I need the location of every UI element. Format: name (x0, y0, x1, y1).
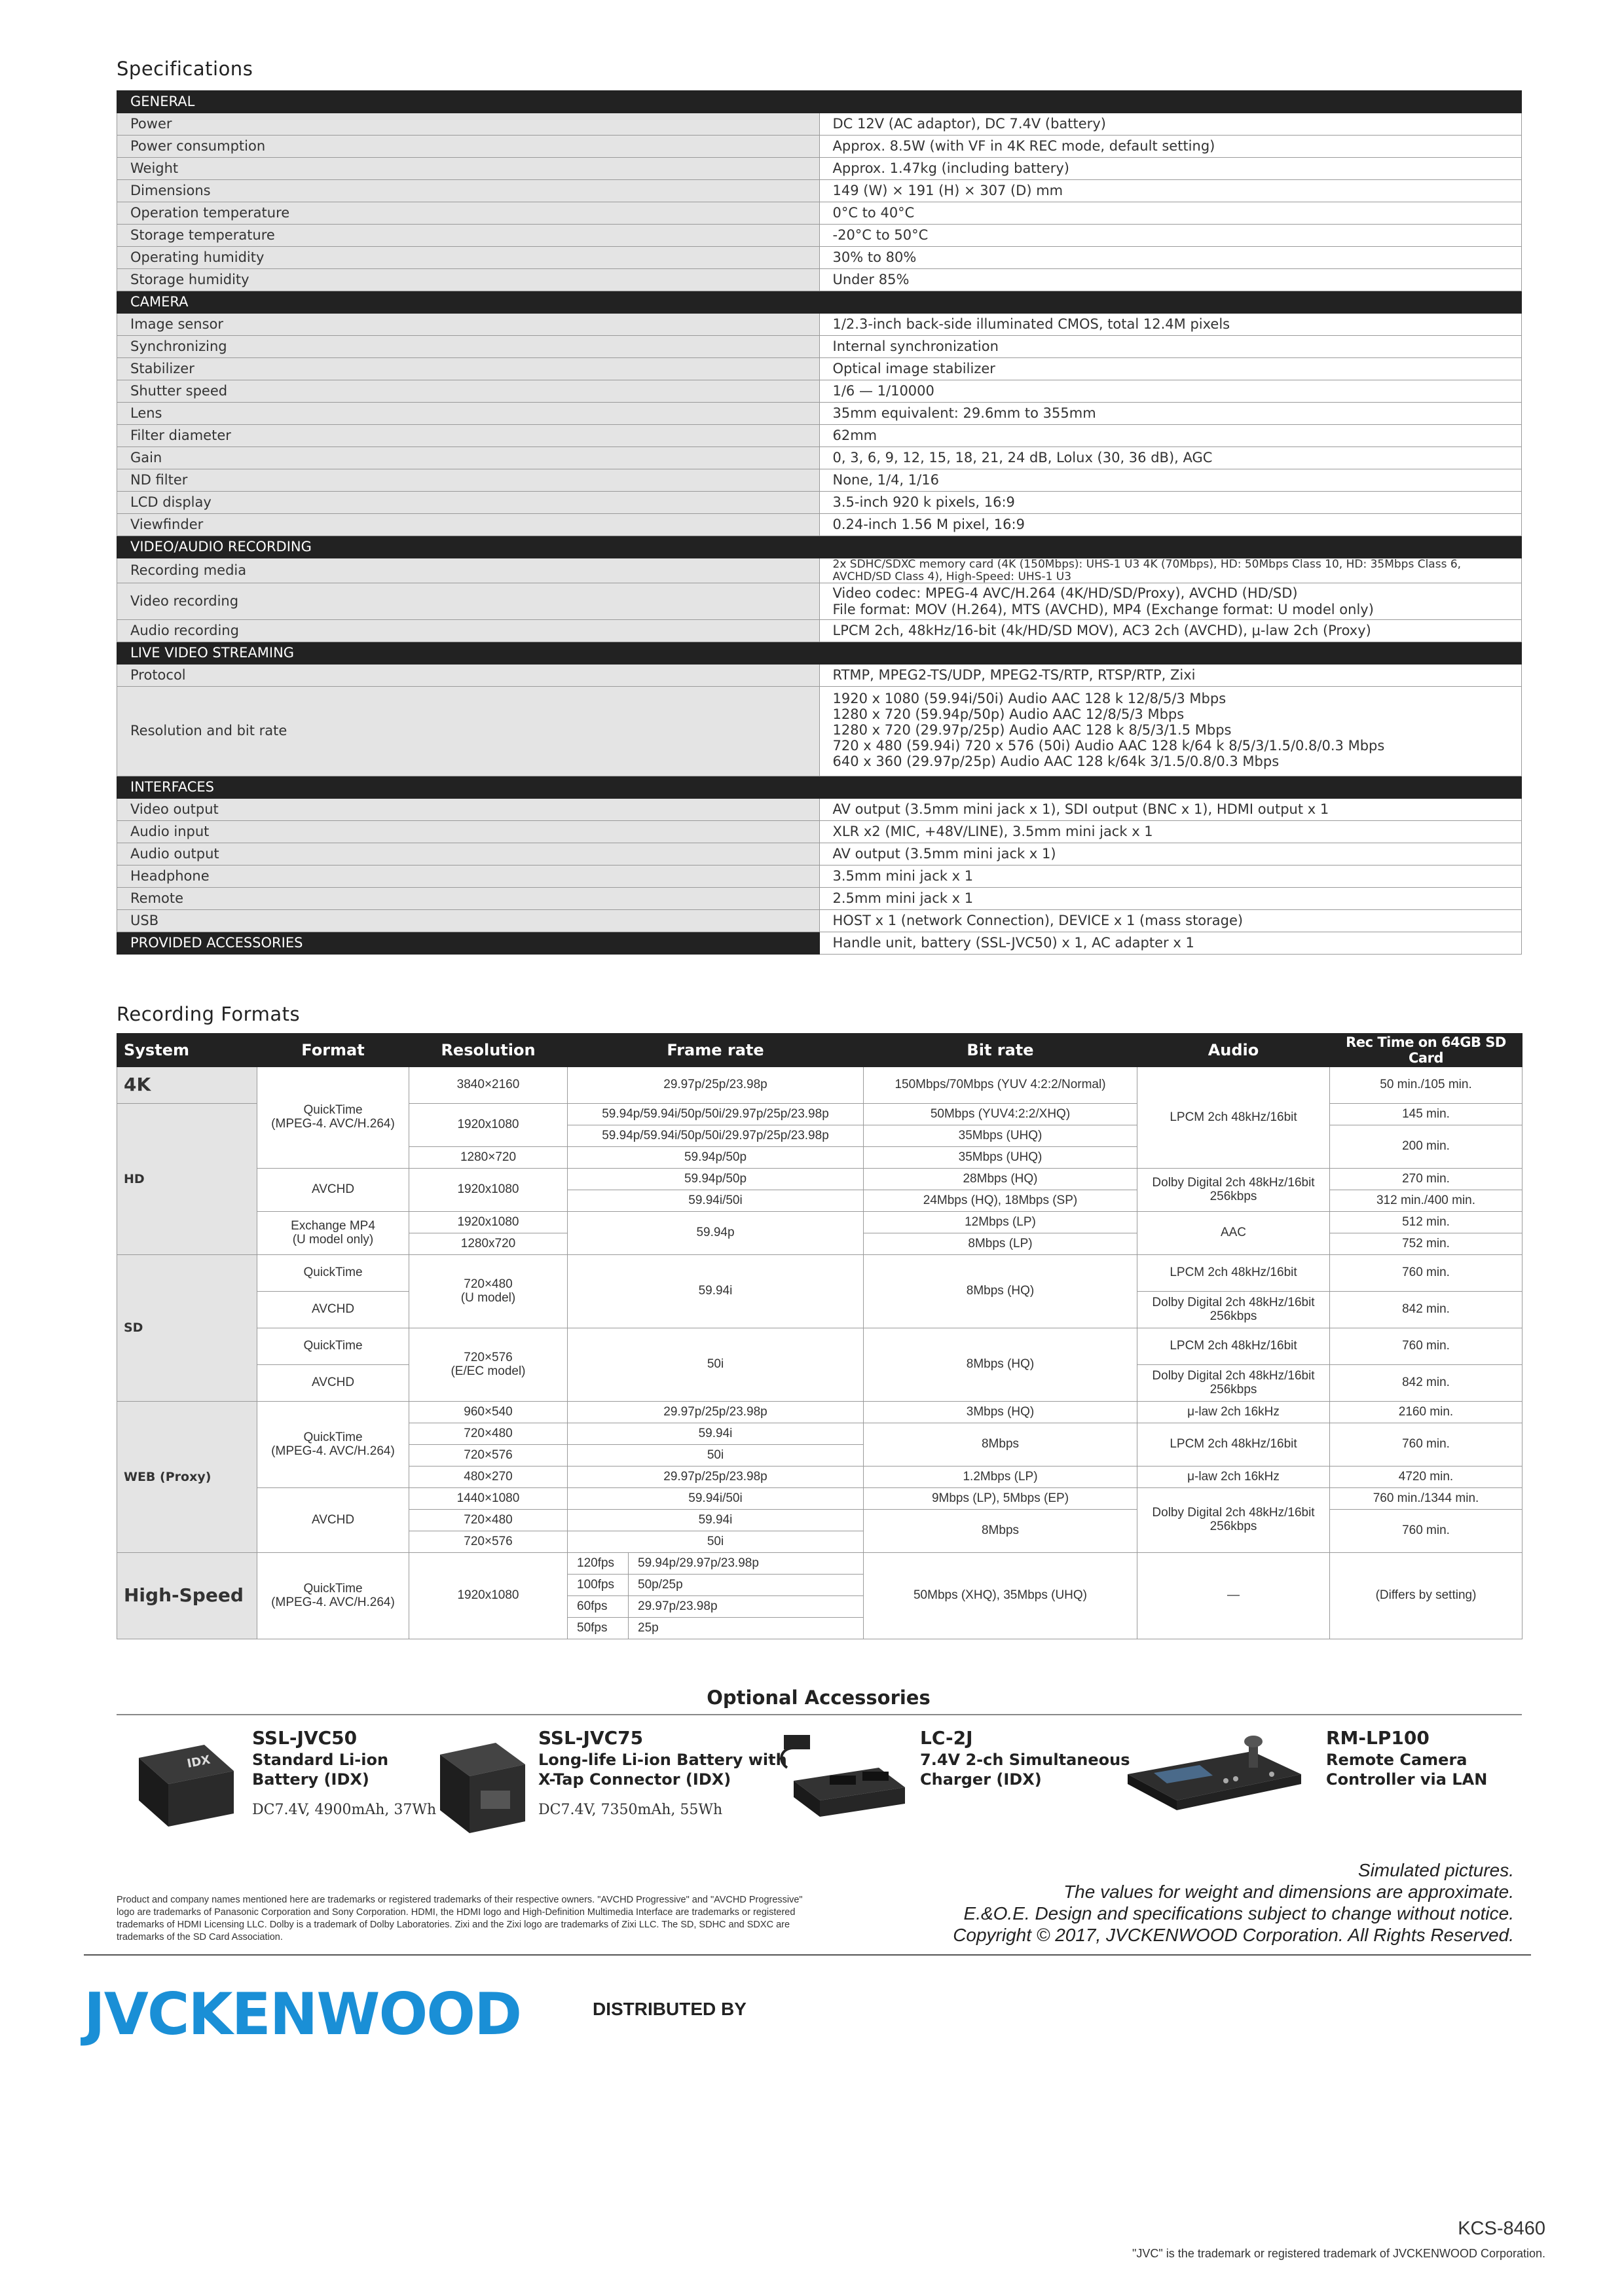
section-title: LIVE VIDEO STREAMING (117, 642, 1522, 664)
frame-rate-cell: 59.94i/50i (568, 1190, 864, 1212)
bit-rate-cell: 12Mbps (LP) (864, 1212, 1137, 1233)
optional-accessories-title: Optional Accessories (707, 1686, 931, 1709)
bit-rate-cell: 8Mbps (864, 1510, 1137, 1553)
spec-value-line: 1920 x 1080 (59.94i/50i) Audio AAC 128 k 12/8/5/3 Mbps (832, 690, 1227, 706)
resolution-cell: 720×480 (U model) (409, 1255, 568, 1328)
fps-cell: 50fps (568, 1618, 629, 1639)
distributed-by-label: DISTRIBUTED BY (593, 1999, 747, 2019)
rec-time-cell: 4720 min. (1330, 1467, 1522, 1488)
spec-value-line: 2x SDHC/SDXC memory card (4K (150Mbps): UHS-1 U3 4K (70Mbps), HD: 50Mbps Class 10, HD: 35Mbps Class 6, AVCHD/SD Class 4), High-Speed: UHS-1 U3 (832, 558, 1462, 583)
spec-label: Synchronizing (117, 336, 820, 358)
format-cell: QuickTime (MPEG-4. AVC/H.264) (257, 1553, 409, 1639)
divider (84, 1954, 1531, 1956)
frame-rate-cell: 59.94i (568, 1423, 864, 1445)
resolution-cell: 1920x1080 (409, 1212, 568, 1233)
spec-row (117, 469, 1522, 492)
spec-label: Video recording (117, 583, 820, 619)
spec-row (117, 225, 1522, 247)
bit-rate-cell: 35Mbps (UHQ) (864, 1125, 1137, 1147)
remote-controller-icon (1121, 1728, 1304, 1813)
bit-rate-cell: 8Mbps (HQ) (864, 1255, 1137, 1328)
spec-value-line: 0.24-inch 1.56 M pixel, 16:9 (832, 516, 1025, 532)
header-system: System (117, 1034, 257, 1067)
header-frame-rate: Frame rate (568, 1034, 864, 1067)
spec-label: Audio input (117, 821, 820, 843)
system-cell: WEB (Proxy) (117, 1402, 257, 1553)
frame-rate-cell: 29.97p/25p/23.98p (568, 1402, 864, 1423)
frame-rate-cell: 59.94p/29.97p/23.98p (629, 1553, 864, 1575)
spec-value-line: HOST x 1 (network Connection), DEVICE x 1 (mass storage) (832, 913, 1244, 929)
jvckenwood-logo: JVCKENWOOD (84, 1980, 521, 2048)
spec-row (117, 314, 1522, 336)
spec-value (819, 664, 1522, 686)
specifications-table (117, 90, 1522, 955)
spec-value (819, 469, 1522, 492)
system-cell: SD (117, 1255, 257, 1402)
spec-label: Power (117, 113, 820, 136)
audio-cell: Dolby Digital 2ch 48kHz/16bit 256kbps (1137, 1365, 1330, 1402)
spec-value-line: 149 (W) × 191 (H) × 307 (D) mm (832, 182, 1063, 198)
spec-value (819, 403, 1522, 425)
spec-row (117, 269, 1522, 291)
section-header-row (117, 91, 1522, 113)
specifications-title: Specifications (117, 58, 253, 80)
resolution-cell: 720×576 (E/EC model) (409, 1328, 568, 1402)
spec-label: Stabilizer (117, 358, 820, 380)
spec-value: Handle unit, battery (SSL-JVC50) x 1, AC adapter x 1 (819, 932, 1522, 955)
spec-row (117, 358, 1522, 380)
resolution-cell: 1920x1080 (409, 1169, 568, 1212)
spec-value (819, 821, 1522, 843)
rec-time-cell: 760 min. (1330, 1423, 1522, 1467)
large-battery-icon (434, 1728, 532, 1840)
spec-label: Resolution and bit rate (117, 686, 820, 776)
spec-label: Operating humidity (117, 247, 820, 269)
frame-rate-cell: 29.97p/25p/23.98p (568, 1467, 864, 1488)
spec-value-line: 1/6 — 1/10000 (832, 382, 934, 399)
spec-value-line: Under 85% (832, 271, 910, 287)
spec-value-line: XLR x2 (MIC, +48V/LINE), 3.5mm mini jack x 1 (832, 824, 1153, 840)
spec-value (819, 336, 1522, 358)
section-title: PROVIDED ACCESSORIES (117, 932, 820, 955)
spec-row (117, 910, 1522, 932)
spec-row (117, 686, 1522, 776)
audio-cell: Dolby Digital 2ch 48kHz/16bit 256kbps (1137, 1292, 1330, 1328)
disclaimer (786, 1859, 1514, 1946)
spec-value-line: 0, 3, 6, 9, 12, 15, 18, 21, 24 dB, Lolux (30, 36 dB), AGC (832, 449, 1213, 465)
spec-row (117, 158, 1522, 180)
spec-label: Audio output (117, 843, 820, 866)
frame-rate-cell: 29.97p/25p/23.98p (568, 1067, 864, 1104)
ssl-jvc50-image (126, 1722, 244, 1840)
format-cell: QuickTime (MPEG-4. AVC/H.264) (257, 1067, 409, 1169)
spec-label: Viewfinder (117, 514, 820, 536)
spec-row (117, 664, 1522, 686)
spec-label: Gain (117, 447, 820, 469)
trademark-note: "JVC" is the trademark or registered trademark of JVCKENWOOD Corporation. (1132, 2247, 1545, 2260)
bit-rate-cell: 35Mbps (UHQ) (864, 1147, 1137, 1169)
bit-rate-cell: 28Mbps (HQ) (864, 1169, 1137, 1190)
rec-time-cell: 842 min. (1330, 1292, 1522, 1328)
spec-value-line: 2.5mm mini jack x 1 (832, 890, 974, 907)
spec-value (819, 447, 1522, 469)
table-row (117, 1255, 1522, 1292)
spec-row (117, 514, 1522, 536)
resolution-cell: 1920x1080 (409, 1104, 568, 1147)
frame-rate-cell: 59.94p/50p (568, 1169, 864, 1190)
table-row (117, 1402, 1522, 1423)
header-bit-rate: Bit rate (864, 1034, 1137, 1067)
spec-value-line: DC 12V (AC adaptor), DC 7.4V (battery) (832, 115, 1106, 132)
spec-value (819, 558, 1522, 583)
spec-label: Storage temperature (117, 225, 820, 247)
recording-formats-title: Recording Formats (117, 1003, 301, 1025)
spec-value-line: 62mm (832, 427, 877, 443)
format-cell: QuickTime (MPEG-4. AVC/H.264) (257, 1402, 409, 1488)
spec-value-line: LPCM 2ch, 48kHz/16-bit (4k/HD/SD MOV), AC3 2ch (AVCHD), μ-law 2ch (Proxy) (832, 622, 1371, 638)
spec-row (117, 866, 1522, 888)
system-cell: 4K (117, 1067, 257, 1104)
spec-value (819, 380, 1522, 403)
spec-value (819, 202, 1522, 225)
audio-cell: μ-law 2ch 16kHz (1137, 1402, 1330, 1423)
spec-label: LCD display (117, 492, 820, 514)
spec-row (117, 403, 1522, 425)
bit-rate-cell: 50Mbps (XHQ), 35Mbps (UHQ) (864, 1553, 1137, 1639)
spec-value (819, 888, 1522, 910)
spec-value (819, 583, 1522, 619)
fps-cell: 60fps (568, 1596, 629, 1618)
accessory-desc-2: Controller via LAN (1326, 1770, 1488, 1789)
format-cell: AVCHD (257, 1169, 409, 1212)
spec-label: Recording media (117, 558, 820, 583)
spec-label: ND filter (117, 469, 820, 492)
disclaimer-line: Simulated pictures. (1357, 1860, 1514, 1880)
resolution-cell: 1440×1080 (409, 1488, 568, 1510)
bit-rate-cell: 1.2Mbps (LP) (864, 1467, 1137, 1488)
audio-cell: LPCM 2ch 48kHz/16bit (1137, 1328, 1330, 1365)
spec-value (819, 247, 1522, 269)
lc-2j-image (767, 1722, 912, 1827)
divider (117, 1714, 1522, 1715)
system-cell: High-Speed (117, 1553, 257, 1639)
table-row (117, 1212, 1522, 1233)
spec-value (819, 686, 1522, 776)
spec-value (819, 136, 1522, 158)
frame-rate-cell: 50i (568, 1445, 864, 1467)
spec-value-line: AV output (3.5mm mini jack x 1) (832, 846, 1056, 862)
spec-row (117, 888, 1522, 910)
bit-rate-cell: 3Mbps (HQ) (864, 1402, 1137, 1423)
disclaimer-line: Copyright © 2017, JVCKENWOOD Corporation. All Rights Reserved. (953, 1925, 1514, 1945)
accessory-spec: DC7.4V, 4900mAh, 37Wh (252, 1802, 437, 1818)
format-cell: AVCHD (257, 1292, 409, 1328)
accessory-desc-1: Standard Li-ion (252, 1751, 389, 1769)
ssl-jvc75-image (434, 1728, 532, 1840)
frame-rate-cell: 59.94i (568, 1255, 864, 1328)
spec-row (117, 136, 1522, 158)
spec-value (819, 843, 1522, 866)
audio-cell: AAC (1137, 1212, 1330, 1255)
spec-label: Protocol (117, 664, 820, 686)
spec-value (819, 910, 1522, 932)
bit-rate-cell: 8Mbps (LP) (864, 1233, 1137, 1255)
spec-label: Shutter speed (117, 380, 820, 403)
rec-time-cell: 842 min. (1330, 1365, 1522, 1402)
spec-value-line: None, 1/4, 1/16 (832, 471, 939, 488)
resolution-cell: 1280x720 (409, 1233, 568, 1255)
spec-label: Image sensor (117, 314, 820, 336)
spec-value-line: AV output (3.5mm mini jack x 1), SDI output (BNC x 1), HDMI output x 1 (832, 801, 1329, 818)
bit-rate-cell: 8Mbps (864, 1423, 1137, 1467)
frame-rate-cell: 50i (568, 1328, 864, 1402)
rec-time-cell: 760 min./1344 min. (1330, 1488, 1522, 1510)
rec-time-cell: 760 min. (1330, 1328, 1522, 1365)
rec-time-cell: 752 min. (1330, 1233, 1522, 1255)
table-row (117, 1488, 1522, 1510)
spec-label: Operation temperature (117, 202, 820, 225)
spec-value-line: RTMP, MPEG2-TS/UDP, MPEG2-TS/RTP, RTSP/RTP, Zixi (832, 666, 1196, 683)
provided-accessories-row (117, 932, 1522, 955)
frame-rate-cell: 25p (629, 1618, 864, 1639)
spec-label: Storage humidity (117, 269, 820, 291)
section-header-row (117, 642, 1522, 664)
resolution-cell: 3840×2160 (409, 1067, 568, 1104)
disclaimer-line: E.&O.E. Design and specifications subject to change without notice. (963, 1903, 1514, 1923)
accessory-name: SSL-JVC50 (252, 1727, 358, 1749)
spec-value (819, 113, 1522, 136)
spec-value-line: 3.5mm mini jack x 1 (832, 868, 974, 884)
spec-row (117, 247, 1522, 269)
fps-cell: 120fps (568, 1553, 629, 1575)
section-title: VIDEO/AUDIO RECORDING (117, 536, 1522, 558)
spec-value (819, 158, 1522, 180)
accessory-desc-2: Battery (IDX) (252, 1770, 369, 1789)
spec-value-line: Video codec: MPEG-4 AVC/H.264 (4K/HD/SD/Proxy), AVCHD (HD/SD) (832, 585, 1298, 602)
spec-value-line: 1280 x 720 (59.94p/50p) Audio AAC 12/8/5/3 Mbps (832, 706, 1185, 722)
spec-value-line: 640 x 360 (29.97p/25p) Audio AAC 128 k/64k 3/1.5/0.8/0.3 Mbps (832, 754, 1280, 770)
header-format: Format (257, 1034, 409, 1067)
accessory-desc-1: Remote Camera (1326, 1751, 1467, 1769)
frame-rate-cell: 59.94i/50i (568, 1488, 864, 1510)
format-cell: QuickTime (257, 1328, 409, 1365)
rec-time-cell: 270 min. (1330, 1169, 1522, 1190)
frame-rate-cell: 29.97p/23.98p (629, 1596, 864, 1618)
header-resolution: Resolution (409, 1034, 568, 1067)
resolution-cell: 720×480 (409, 1423, 568, 1445)
spec-value (819, 619, 1522, 642)
resolution-cell: 720×480 (409, 1510, 568, 1531)
battery-label: IDX (185, 1753, 212, 1771)
resolution-cell: 720×576 (409, 1531, 568, 1553)
header-rec-time: Rec Time on 64GB SD Card (1330, 1034, 1522, 1067)
bit-rate-cell: 24Mbps (HQ), 18Mbps (SP) (864, 1190, 1137, 1212)
spec-label: Audio recording (117, 619, 820, 642)
frame-rate-cell: 59.94p/59.94i/50p/50i/29.97p/25p/23.98p (568, 1125, 864, 1147)
rec-time-cell: 512 min. (1330, 1212, 1522, 1233)
section-header-row (117, 776, 1522, 799)
spec-value (819, 180, 1522, 202)
spec-row (117, 380, 1522, 403)
accessory-desc-2: X-Tap Connector (IDX) (538, 1770, 731, 1789)
frame-rate-cell: 59.94p/59.94i/50p/50i/29.97p/25p/23.98p (568, 1104, 864, 1125)
audio-cell: LPCM 2ch 48kHz/16bit (1137, 1423, 1330, 1467)
resolution-cell: 1920x1080 (409, 1553, 568, 1639)
accessory-name: SSL-JVC75 (538, 1727, 644, 1749)
rec-time-cell: 760 min. (1330, 1255, 1522, 1292)
audio-cell: Dolby Digital 2ch 48kHz/16bit 256kbps (1137, 1488, 1330, 1553)
audio-cell: Dolby Digital 2ch 48kHz/16bit 256kbps (1137, 1169, 1330, 1212)
rec-time-cell: (Differs by setting) (1330, 1553, 1522, 1639)
format-cell: AVCHD (257, 1365, 409, 1402)
frame-rate-cell: 59.94i (568, 1510, 864, 1531)
section-title: CAMERA (117, 291, 1522, 314)
charger-icon (767, 1722, 912, 1827)
rec-time-cell: 2160 min. (1330, 1402, 1522, 1423)
bit-rate-cell: 150Mbps/70Mbps (YUV 4:2:2/Normal) (864, 1067, 1137, 1104)
spec-value-line: -20°C to 50°C (832, 227, 929, 243)
spec-value (819, 269, 1522, 291)
spec-row (117, 180, 1522, 202)
accessory-desc-1: 7.4V 2-ch Simultaneous (920, 1751, 1130, 1769)
spec-value-line: 35mm equivalent: 29.6mm to 355mm (832, 405, 1096, 421)
format-cell: AVCHD (257, 1488, 409, 1553)
spec-row (117, 821, 1522, 843)
spec-row (117, 843, 1522, 866)
audio-cell: LPCM 2ch 48kHz/16bit (1137, 1255, 1330, 1292)
spec-row (117, 799, 1522, 821)
bit-rate-cell: 8Mbps (HQ) (864, 1328, 1137, 1402)
formats-header-row (117, 1034, 1522, 1067)
spec-value (819, 866, 1522, 888)
section-title: INTERFACES (117, 776, 1522, 799)
section-header-row (117, 291, 1522, 314)
spec-row (117, 492, 1522, 514)
spec-label: Weight (117, 158, 820, 180)
format-cell: QuickTime (257, 1255, 409, 1292)
resolution-cell: 720×576 (409, 1445, 568, 1467)
spec-value-line: Internal synchronization (832, 338, 999, 354)
spec-value-line: 1280 x 720 (29.97p/25p) Audio AAC 128 k 8/5/3/1.5 Mbps (832, 721, 1232, 738)
system-cell: HD (117, 1104, 257, 1255)
format-cell: Exchange MP4 (U model only) (257, 1212, 409, 1255)
fps-cell: 100fps (568, 1575, 629, 1596)
spec-row (117, 113, 1522, 136)
rec-time-cell: 200 min. (1330, 1125, 1522, 1169)
spec-value (819, 514, 1522, 536)
spec-value-line: File format: MOV (H.264), MTS (AVCHD), MP4 (Exchange format: U model only) (832, 601, 1374, 617)
battery-icon (126, 1722, 244, 1840)
bit-rate-cell: 9Mbps (LP), 5Mbps (EP) (864, 1488, 1137, 1510)
table-row (117, 1553, 1522, 1575)
spec-label: Power consumption (117, 136, 820, 158)
spec-label: Video output (117, 799, 820, 821)
spec-value (819, 492, 1522, 514)
spec-row (117, 202, 1522, 225)
spec-value-line: 720 x 480 (59.94i) 720 x 576 (50i) Audio AAC 128 k/64 k 8/5/3/1.5/0.8/0.3 Mbps (832, 738, 1385, 754)
section-title: GENERAL (117, 91, 1522, 113)
bit-rate-cell: 50Mbps (YUV4:2:2/XHQ) (864, 1104, 1137, 1125)
audio-cell: — (1137, 1553, 1330, 1639)
spec-value-line: 1/2.3-inch back-side illuminated CMOS, total 12.4M pixels (832, 316, 1230, 332)
spec-row (117, 336, 1522, 358)
table-row (117, 1169, 1522, 1190)
spec-value-line: Approx. 1.47kg (including battery) (832, 160, 1069, 176)
rec-time-cell: 760 min. (1330, 1510, 1522, 1553)
resolution-cell: 480×270 (409, 1467, 568, 1488)
table-row (117, 1328, 1522, 1365)
frame-rate-cell: 59.94p/50p (568, 1147, 864, 1169)
resolution-cell: 960×540 (409, 1402, 568, 1423)
accessory-desc-1: Long-life Li-ion Battery with (538, 1751, 787, 1769)
section-header-row (117, 536, 1522, 558)
audio-cell: μ-law 2ch 16kHz (1137, 1467, 1330, 1488)
frame-rate-cell: 59.94p (568, 1212, 864, 1255)
accessory-spec: DC7.4V, 7350mAh, 55Wh (538, 1802, 723, 1818)
audio-cell: LPCM 2ch 48kHz/16bit (1137, 1067, 1330, 1169)
table-row (117, 1067, 1522, 1104)
spec-row (117, 583, 1522, 619)
spec-value-line: Optical image stabilizer (832, 360, 995, 376)
spec-label: Remote (117, 888, 820, 910)
spec-label: Headphone (117, 866, 820, 888)
spec-value (819, 425, 1522, 447)
accessory-desc-2: Charger (IDX) (920, 1770, 1042, 1789)
spec-value (819, 225, 1522, 247)
spec-row (117, 425, 1522, 447)
disclaimer-line: The values for weight and dimensions are approximate. (1063, 1882, 1514, 1902)
spec-label: USB (117, 910, 820, 932)
spec-row (117, 558, 1522, 583)
spec-row (117, 619, 1522, 642)
header-audio: Audio (1137, 1034, 1330, 1067)
accessory-name: RM-LP100 (1326, 1727, 1430, 1749)
resolution-cell: 1280×720 (409, 1147, 568, 1169)
rec-time-cell: 312 min./400 min. (1330, 1190, 1522, 1212)
recording-formats-table (117, 1033, 1522, 1639)
accessory-name: LC-2J (920, 1727, 973, 1749)
spec-label: Lens (117, 403, 820, 425)
rec-time-cell: 145 min. (1330, 1104, 1522, 1125)
spec-value-line: 0°C to 40°C (832, 204, 915, 221)
spec-row (117, 447, 1522, 469)
spec-label: Dimensions (117, 180, 820, 202)
spec-value (819, 358, 1522, 380)
document-code: KCS-8460 (1458, 2218, 1545, 2239)
frame-rate-cell: 50p/25p (629, 1575, 864, 1596)
spec-value-line: 3.5-inch 920 k pixels, 16:9 (832, 494, 1015, 510)
spec-value-line: 30% to 80% (832, 249, 917, 265)
spec-value (819, 314, 1522, 336)
rec-time-cell: 50 min./105 min. (1330, 1067, 1522, 1104)
rm-lp100-image (1121, 1728, 1304, 1813)
frame-rate-cell: 50i (568, 1531, 864, 1553)
spec-value-line: Approx. 8.5W (with VF in 4K REC mode, default setting) (832, 137, 1215, 154)
legal-notice: Product and company names mentioned here are trademarks or registered trademarks of their respective owners. "AVCHD Progressive" and "AVCHD Progressive" logo are trademarks of Panasonic Corporation and Sony Corporation. HDMI, the HDMI logo and High-Definition Multimedia Interface are trademarks or registered trademarks of HDMI Licensing LLC. Dolby is a trademark of Dolby Laboratories. Zixi and the Zixi logo are trademarks of Zixi LLC. The SD, SDHC and SDXC are trademarks of the SD Card Association. (117, 1895, 803, 1942)
spec-label: Filter diameter (117, 425, 820, 447)
spec-value (819, 799, 1522, 821)
